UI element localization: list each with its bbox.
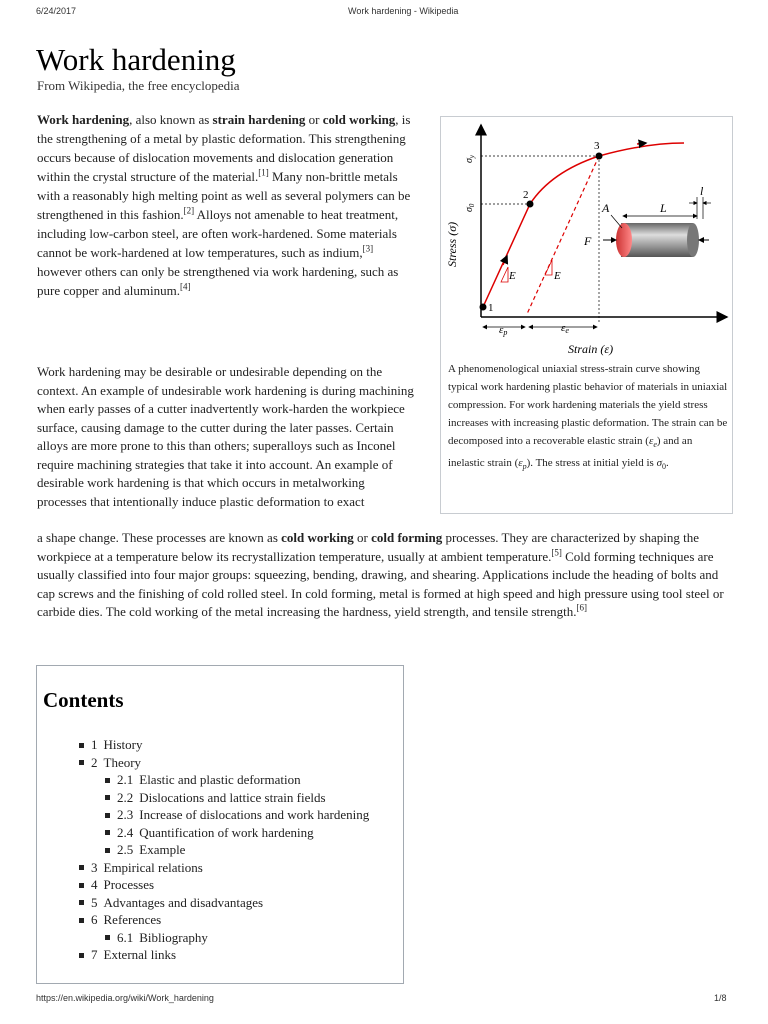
text-span: a shape change. These processes are known as — [37, 530, 282, 545]
eps-p-sub: p — [503, 328, 508, 337]
point-1 — [480, 304, 487, 311]
toc-label: Example — [139, 842, 186, 857]
eps-p-sub-caption: p — [522, 462, 527, 472]
length-label: L — [660, 201, 667, 215]
toc-item-example[interactable] — [105, 841, 369, 859]
toc-number: 6.1 — [117, 929, 134, 945]
toc-label: Dislocations and lattice strain fields — [139, 789, 326, 805]
intro-paragraph — [37, 110, 415, 300]
area-leader — [611, 215, 622, 228]
sigma0-symbol-caption: σ — [656, 457, 662, 470]
bullet-icon — [105, 795, 110, 800]
x-axis-label: Strain (ε) — [568, 342, 614, 356]
text-span: ). The stress at initial yield is — [526, 457, 657, 470]
bullet-icon — [79, 918, 84, 923]
toc-number: 7 — [91, 947, 98, 962]
table-of-contents — [36, 665, 404, 984]
print-url: https://en.wikipedia.org/wiki/Work_hardening — [36, 993, 214, 1003]
point-2 — [527, 201, 534, 208]
toc-number: 6 — [91, 912, 98, 927]
text-span: however others can only be strengthened via work hardening, such as pure copper and aluminum. — [37, 264, 399, 298]
toc-label: Theory — [103, 754, 142, 770]
sigma0-sub-caption: 0 — [662, 462, 666, 472]
eps-e-sub: e — [565, 326, 569, 335]
bullet-icon — [79, 883, 84, 888]
page-subtitle: From Wikipedia, the free encyclopedia — [37, 78, 240, 93]
toc-label: Bibliography — [139, 929, 208, 945]
text-span: , also known as — [129, 112, 213, 127]
bullet-icon — [105, 830, 110, 835]
sigma-0-label — [464, 203, 476, 212]
toc-item-history[interactable] — [79, 736, 369, 754]
bullet-icon — [105, 848, 110, 853]
toc-item-increase-dislocations[interactable] — [105, 806, 369, 824]
toc-sublist-theory — [105, 771, 369, 859]
text-span: Many non-brittle metals with a reasonably high melting point as well as several polymers can be strengthened in this fashion. — [37, 169, 411, 222]
dl-label: l — [700, 184, 704, 198]
toc-number: 2.2 — [117, 789, 134, 805]
sigma-0-sub: 0 — [468, 203, 476, 208]
slope-label-1: E — [509, 270, 516, 282]
curve-arrow-2 — [637, 143, 646, 144]
toc-label: Empirical relations — [103, 859, 203, 875]
print-page-title: Work hardening - Wikipedia — [348, 6, 459, 16]
eps-p-symbol: ε — [499, 324, 504, 336]
toc-item-quantification[interactable] — [105, 824, 369, 842]
term-cold-working: cold working — [322, 112, 396, 127]
y-axis-label: Stress (σ) — [445, 221, 459, 267]
toc-label: Quantification of work hardening — [139, 824, 314, 840]
eps-e-symbol-caption: ε — [648, 435, 654, 447]
toc-item-empirical[interactable] — [79, 859, 369, 877]
text-span: Alloys not amenable to heat treatment, including low-carbon steel, are often work-hardened. Some materials cannot be work-hardened at low temperatures, such as indium, — [37, 207, 399, 260]
toc-number: 3 — [91, 859, 98, 875]
print-date: 6/24/2017 — [36, 6, 77, 16]
toc-item-elastic-plastic[interactable] — [105, 771, 369, 789]
sigma-y-sub: y — [468, 154, 476, 159]
force-label: F — [584, 234, 592, 248]
print-page-count: 1/8 — [714, 993, 727, 1003]
eps-e-label — [561, 322, 569, 335]
text-span: , is the strengthening of a metal by plastic deformation. This strengthening occurs because of dislocation movements and dislocation generation within the crystal structure of the material. — [37, 112, 411, 184]
ref-4-link[interactable]: [4] — [179, 281, 191, 292]
point-3-label: 3 — [594, 140, 600, 152]
toc-number: 4 — [91, 877, 98, 892]
bullet-icon — [79, 900, 84, 905]
page-title: Work hardening — [36, 42, 236, 77]
sigma-0-symbol: σ — [464, 207, 475, 212]
paragraph-2: Work hardening may be desirable or undesirable depending on the context. An example of undesirable work hardening is during machining when early passes of a cutter inadvertently work-harden the workpiece surface, causing damage to the cutter during the later passes. Certain alloys are more prone to this than others; superalloys such as Inconel require machining strategies that take it into account. An example of desirable work hardening is that which occurs in metalworking processes that intentionally induce plastic deformation to exact — [37, 364, 414, 509]
toc-item-dislocations[interactable] — [105, 789, 369, 807]
toc-item-bibliography[interactable] — [105, 929, 369, 947]
eps-p-symbol-caption: ε — [518, 457, 523, 470]
toc-item-processes[interactable] — [79, 876, 369, 894]
text-span: processes. They are characterized by shaping the workpiece at a temperature below its recrystallization temperature, usually at ambient temperature. — [37, 530, 699, 564]
ref-6-link[interactable]: [6] — [576, 602, 587, 613]
paragraph-3 — [37, 529, 737, 622]
text-span: . — [666, 457, 669, 470]
toc-number: 2.4 — [117, 824, 134, 840]
sigma-y-label — [464, 154, 476, 163]
ref-2-link[interactable]: [2] — [183, 205, 195, 216]
text-span: ) and an inelastic strain ( — [448, 435, 693, 470]
ref-5-link[interactable]: [5] — [551, 547, 562, 558]
specimen-right-end — [687, 223, 699, 257]
toc-number: 2.3 — [117, 807, 134, 822]
toc-item-advantages[interactable] — [79, 894, 369, 912]
eps-e-symbol: ε — [561, 322, 566, 334]
toc-item-external-links[interactable] — [79, 946, 369, 964]
bullet-icon — [105, 778, 110, 783]
specimen-left-face — [616, 223, 632, 257]
bullet-icon — [105, 813, 110, 818]
slope-triangle-2 — [545, 260, 552, 275]
toc-sublist-references — [105, 929, 369, 947]
point-3 — [596, 153, 603, 160]
toc-label: History — [103, 737, 143, 752]
ref-3-link[interactable]: [3] — [362, 243, 374, 254]
text-span: Cold forming techniques are usually classified into four major groups: squeezing, bending, drawing, and shearing. Applications include the heading of bolts and cap screws and the finishing of cold rolled steel. In cold forming, metal is formed at high speed and high pressure using tool steel or carbide dies. The cold working of the metal increasing the hardness, yield strength, and tensile strength. — [37, 548, 724, 619]
toc-number: 2.5 — [117, 842, 134, 857]
term-work-hardening: Work hardening — [37, 112, 130, 127]
toc-label: Elastic and plastic deformation — [139, 772, 301, 787]
term-strain-hardening: strain hardening — [212, 112, 306, 127]
bullet-icon — [105, 935, 110, 940]
term-cold-forming: cold forming — [371, 530, 443, 545]
text-span: or — [305, 112, 323, 127]
sigma-y-symbol: σ — [464, 158, 475, 163]
toc-label: External links — [103, 947, 177, 962]
stress-strain-diagram[interactable] — [441, 117, 732, 357]
eps-e-sub-caption: e — [653, 440, 657, 450]
bullet-icon — [79, 743, 84, 748]
text-span: or — [353, 530, 372, 545]
text-span: A phenomenological uniaxial stress-strain curve showing typical work hardening plastic behavior of materials in uniaxial compression. For work hardening materials the yield stress increases with increasing plastic deformation. The strain can be decomposed into a recoverable elastic strain ( — [448, 363, 728, 447]
toc-item-references[interactable] — [79, 911, 369, 946]
eps-p-label — [499, 324, 507, 337]
slope-triangle-1 — [501, 267, 508, 282]
point-2-label: 2 — [523, 189, 529, 201]
toc-title: Contents — [43, 688, 124, 712]
bullet-icon — [79, 953, 84, 958]
toc-number: 2.1 — [117, 772, 134, 787]
point-1-label: 1 — [488, 302, 494, 314]
bullet-icon — [79, 760, 84, 765]
toc-label: Advantages and disadvantages — [103, 894, 264, 910]
figure-caption — [448, 360, 730, 476]
toc-label: References — [103, 912, 162, 927]
term-cold-working-2: cold working — [281, 530, 354, 545]
toc-label: Processes — [103, 877, 155, 892]
toc-number: 2 — [91, 754, 98, 770]
bullet-icon — [79, 865, 84, 870]
ref-1-link[interactable]: [1] — [258, 167, 269, 178]
toc-item-theory[interactable] — [79, 754, 369, 859]
toc-number: 1 — [91, 737, 98, 752]
toc-label: Increase of dislocations and work hardening — [139, 807, 370, 822]
slope-label-2: E — [554, 270, 561, 282]
area-label: A — [602, 201, 610, 215]
toc-list — [79, 736, 369, 964]
toc-number: 5 — [91, 894, 98, 910]
